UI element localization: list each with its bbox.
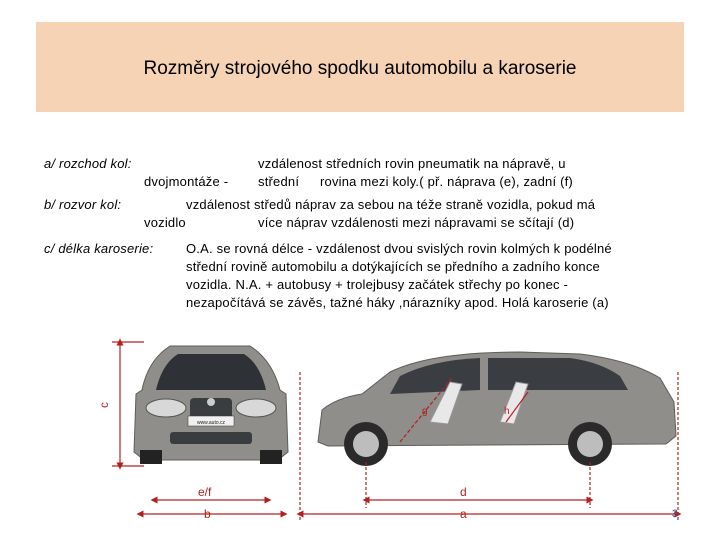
title-bar: [36, 22, 684, 112]
label-d: d: [460, 485, 467, 499]
def-a-line-2: dvojmontáže -: [144, 174, 229, 189]
def-c-line-2: střední rovině automobilu a dotýkajících se předního a zadního konce: [186, 259, 600, 274]
car-dimensions-figure: [97, 332, 682, 522]
term-c: c/ délka karoserie:: [44, 241, 154, 256]
def-b-line-2: vozidlo: [144, 215, 186, 230]
def-c-line-1: O.A. se rovná délce - vzdálenost dvou svislých rovin kolmých k podélné: [186, 241, 612, 256]
front-view-car: [134, 346, 288, 464]
term-a: a/ rozchod kol:: [44, 156, 132, 171]
def-c-line-4: nezapočítává se závěs, tažné háky ,nárazníky apod. Holá karoserie (a): [186, 295, 609, 310]
slide-title: Rozměry strojového spodku automobilu a karoserie: [143, 58, 577, 79]
label-a: a: [460, 507, 467, 521]
label-g: g: [422, 406, 428, 417]
plate-text: www.auto.cz: [196, 420, 226, 426]
def-b-line-3: více náprav vzdálenosti mezi nápravami se sčítají (d): [258, 215, 575, 230]
label-c: c: [97, 402, 111, 408]
side-view-car: [318, 352, 676, 466]
def-a-line-3: střední: [258, 174, 300, 189]
def-c-line-3: vozidla. N.A. + autobusy + trolejbusy začátek střechy po konec -: [186, 277, 569, 292]
def-b-line-1: vzdálenost středů náprav za sebou na téže straně vozidla, pokud má: [186, 197, 596, 212]
term-b: b/ rozvor kol:: [44, 197, 122, 212]
label-b: b: [204, 507, 211, 521]
def-a-line-1: vzdálenost středních rovin pneumatik na nápravě, u: [258, 156, 566, 171]
label-ef: e/f: [198, 485, 212, 499]
label-h: h: [504, 406, 510, 417]
def-a-line-4: rovina mezi koly.( př. náprava (e), zadní (f): [320, 174, 573, 189]
page-number: 3: [671, 508, 678, 520]
